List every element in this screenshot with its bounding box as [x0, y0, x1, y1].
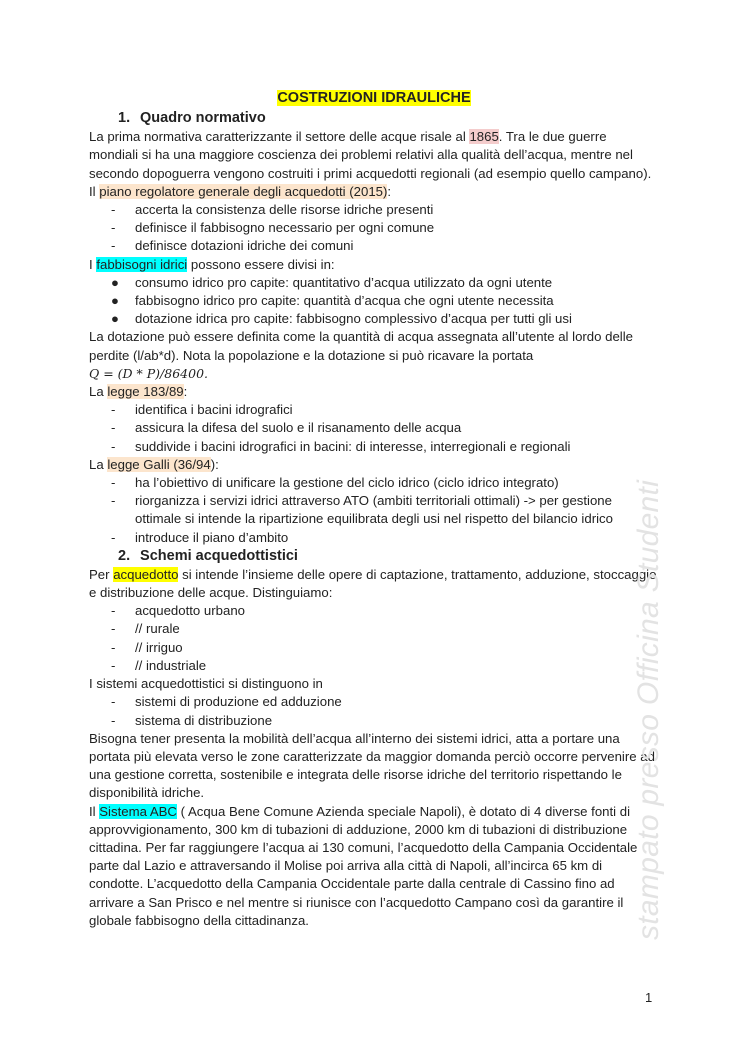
paragraph-legge-183: La legge 183/89: [89, 384, 188, 400]
paragraph-fabbisogni: I fabbisogni idrici possono essere divisi in: [89, 256, 335, 272]
list-item: - ha l’obiettivo di unificare la gestione del ciclo idrico (ciclo idrico integrato) [111, 475, 559, 491]
list-item: - assicura la difesa del suolo e il risanamento delle acqua [111, 420, 462, 436]
watermark: stampato presso Officina Studenti [632, 479, 665, 940]
list-piano-regolatore [89, 201, 659, 256]
formula-portata: Q = (D * P)/86400. [89, 365, 209, 381]
page-number: 1 [645, 990, 653, 1005]
section-heading-2: 2. Schemi acquedottistici [118, 547, 298, 564]
highlight-piano-regolatore: piano regolatore generale degli acquedotti (2015) [99, 183, 388, 199]
paragraph-normativa: La prima normativa caratterizzante il settore delle acque risale al 1865. Tra le due guerre mondiali si ha una maggiore coscienza dei problemi relativi alla qualità dell’acqua, mentre nel secondo dopoguerra vengono costruiti i primi acquedotti regionali (ad esempio quello campano). [89, 129, 652, 181]
paragraph-mobilita: Bisogna tener presenta la mobilità dell’acqua all’interno dei sistemi idrici, atta a portare una portata più elevata verso le zone caratterizzate da maggior domanda perciò occorre pervenire ad una gestione corretta, sostenibile e integrata delle risorse idriche del territorio rispettando le disponibilità idriche. [89, 730, 655, 801]
highlight-legge-galli: legge Galli (36/94 [107, 456, 211, 472]
list-item: ● dotazione idrica pro capite: fabbisogno complessivo d’acqua per tutti gli usi [111, 311, 572, 327]
list-fabbisogni [89, 274, 659, 329]
highlight-sistema-abc: Sistema ABC [99, 803, 177, 819]
document-body [89, 89, 659, 930]
list-item: - definisce il fabbisogno necessario per ogni comune [111, 220, 435, 236]
list-item: ● fabbisogno idrico pro capite: quantità d’acqua che ogni utente necessita [111, 293, 554, 309]
list-item: - accerta la consistenza delle risorse idriche presenti [111, 202, 434, 218]
paragraph-legge-galli: La legge Galli (36/94): [89, 456, 219, 472]
list-acquedotti [89, 602, 659, 675]
list-item: - // irriguo [111, 639, 183, 655]
list-item: - // rurale [111, 621, 180, 637]
list-legge-183 [89, 401, 659, 456]
list-item: - riorganizza i servizi idrici attraverso ATO (ambiti territoriali ottimali) -> per gestione ottimale si intende la ripartizione equilibrata degli usi nel rispetto del bilancio idrico [111, 493, 613, 527]
paragraph-sistema-abc: Il Sistema ABC ( Acqua Bene Comune Azienda speciale Napoli), è dotato di 4 diverse fonti di approvvigionamento, 300 km di tubazioni di adduzione, 2000 km di tubazioni di distribuzione cittadina. Per far raggiungere l’acqua ai 130 comuni, l’acquedotto della Campania Occidentale parte dal Lazio e attraversando il Molise poi arriva alla città di Napoli, all’incirca 65 km di condotte. L’acquedotto della Campania Occidentale parte dalla centrale di Cassino fino ad arrivare a San Prisco e nel mentre si riunisce con l’acquedotto Campano così da garantire il globale fabbisogno della cittadinanza. [89, 803, 638, 928]
list-item: - sistemi di produzione ed adduzione [111, 694, 342, 710]
paragraph-sistemi: I sistemi acquedottistici si distinguono in [89, 676, 323, 692]
list-item: ● consumo idrico pro capite: quantitativo d’acqua utilizzato da ogni utente [111, 274, 553, 290]
section-heading-1: 1. Quadro normativo [118, 110, 266, 127]
list-item: - definisce dotazioni idriche dei comuni [111, 238, 354, 254]
document-title: COSTRUZIONI IDRAULICHE [277, 90, 471, 106]
highlight-legge-183: legge 183/89 [107, 384, 184, 400]
paragraph-dotazione: La dotazione può essere definita come la quantità di acqua assegnata all’utente al lordo delle perdite (l/ab*d). Nota la popolazione e la dotazione si può ricavare la portata [89, 329, 633, 363]
list-sistemi [89, 693, 659, 729]
list-legge-galli [89, 474, 659, 547]
highlight-fabbisogni-idrici: fabbisogni idrici [96, 256, 188, 272]
paragraph-acquedotto: Per acquedotto si intende l’insieme delle opere di captazione, trattamento, adduzione, stoccaggio e distribuzione delle acque. Distinguiamo: [89, 566, 657, 601]
highlight-acquedotto: acquedotto [113, 566, 179, 582]
list-item: - // industriale [111, 657, 207, 673]
list-item: - introduce il piano d’ambito [111, 529, 289, 545]
list-item: - suddivide i bacini idrografici in bacini: di interesse, interregionali e regionali [111, 438, 571, 454]
list-item: - sistema di distribuzione [111, 712, 273, 728]
list-item: - identifica i bacini idrografici [111, 402, 293, 418]
paragraph-piano-regolatore: Il piano regolatore generale degli acquedotti (2015): [89, 183, 392, 199]
highlight-1865: 1865 [469, 129, 499, 145]
list-item: - acquedotto urbano [111, 603, 245, 619]
